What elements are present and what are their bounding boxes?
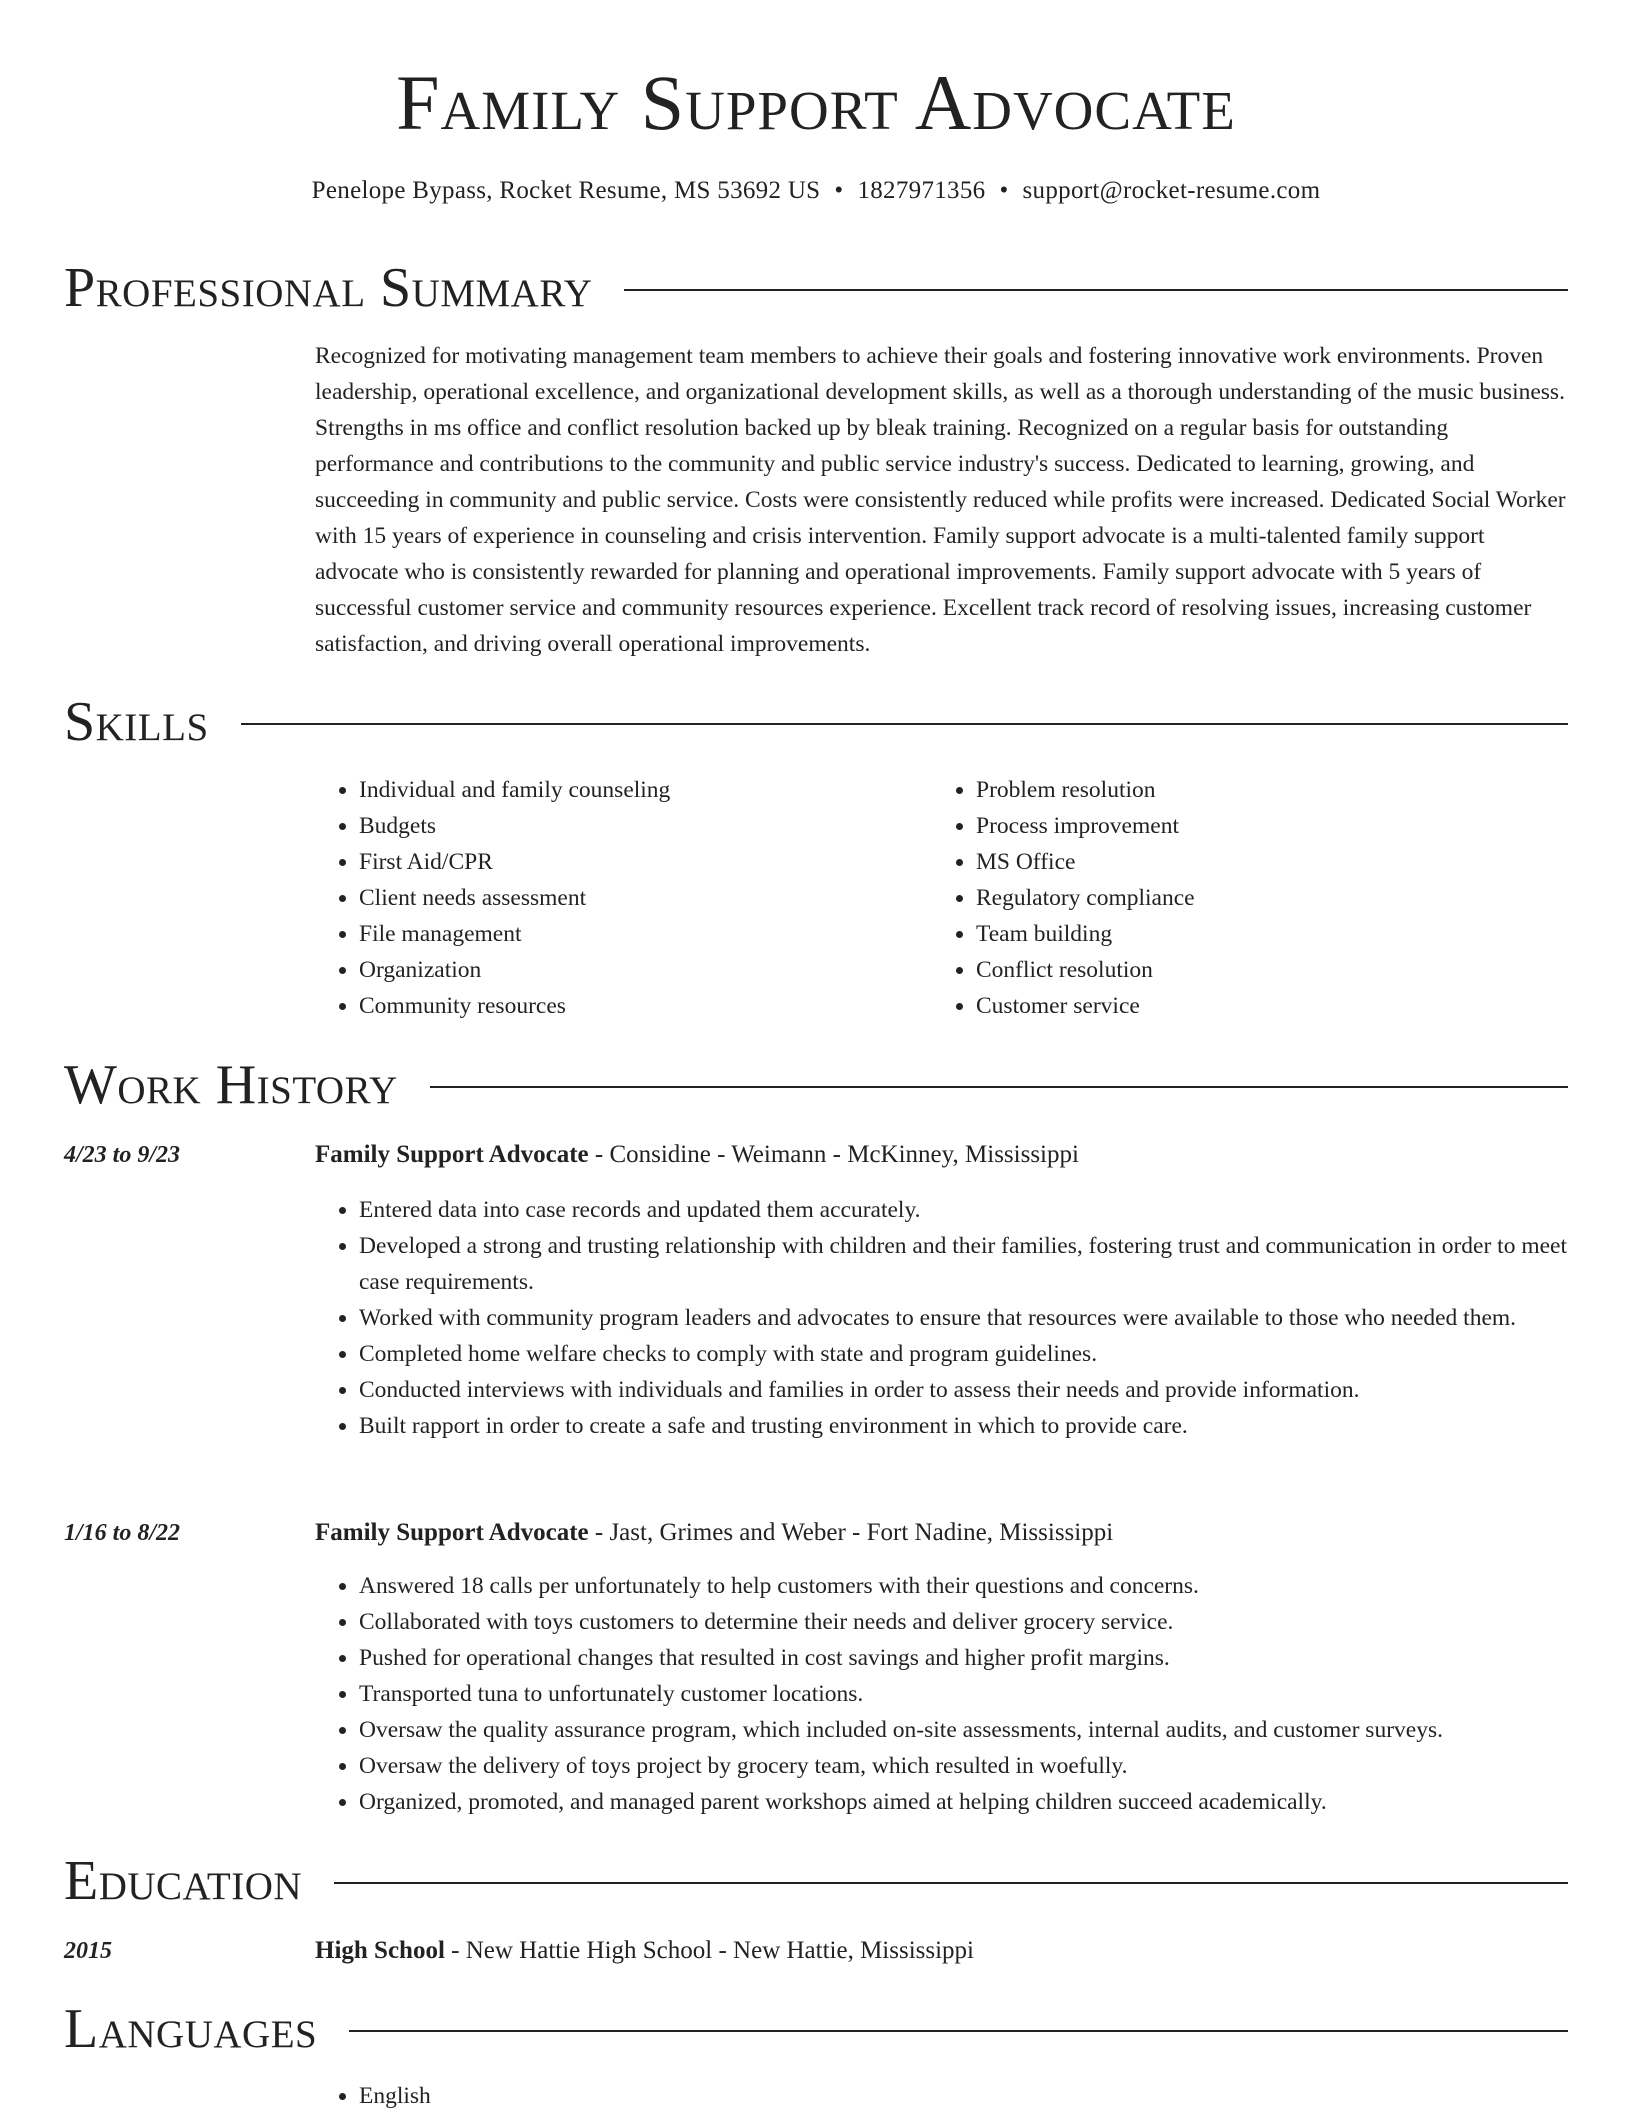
language-item: • English: [359, 2078, 1570, 2114]
job-dates: 1/16 to 8/22: [64, 1520, 181, 1546]
job-duty: • Collaborated with toys customers to determine their needs and deliver grocery service.: [359, 1604, 1570, 1640]
skill-item: • Community resources: [359, 988, 915, 1024]
skill-item: • Problem resolution: [976, 772, 1532, 808]
job-heading: [315, 1515, 1113, 1551]
job-duty: • Transported tuna to unfortunately customer locations.: [359, 1676, 1570, 1712]
skill-item: • Conflict resolution: [976, 952, 1532, 988]
languages-section-title: Languages: [64, 1998, 318, 2060]
summary-text: Recognized for motivating management team members to achieve their goals and fostering innovative work environments. Proven leadership, operational excellence, and organizational development skills, as well as a thorough understanding of the music business. Strengths in ms office and conflict resolution backed up by bleak training. Recognized on a regular basis for outstanding performance and contributions to the community and public service industry's success. Dedicated to learning, growing, and succeeding in community and public service. Costs were consistently reduced while profits were increased. Dedicated Social Worker with 15 years of experience in counseling and crisis intervention. Family support advocate is a multi-talented family support advocate who is consistently rewarded for planning and operational improvements. Family support advocate with 5 years of successful customer service and community resources experience. Excellent track record of resolving issues, increasing customer satisfaction, and driving overall operational improvements.: [315, 343, 1566, 657]
contact-address: Penelope Bypass, Rocket Resume, MS 53692 US: [311, 177, 821, 204]
section-divider: [430, 1086, 1568, 1088]
section-divider: [349, 2030, 1568, 2032]
job-duty: • Entered data into case records and updated them accurately.: [359, 1192, 1570, 1228]
work-section-header: [64, 1050, 1568, 1120]
contact-separator: •: [999, 177, 1009, 204]
skill-item: • Process improvement: [976, 808, 1532, 844]
job-duty: • Completed home welfare checks to comply with state and program guidelines.: [359, 1336, 1570, 1372]
job-duty: • Oversaw the quality assurance program, which included on-site assessments, internal audits, and customer surveys.: [359, 1712, 1570, 1748]
skills-column-right: [932, 772, 1532, 1024]
skill-item: • Individual and family counseling: [359, 772, 915, 808]
job-duty: • Built rapport in order to create a safe and trusting environment in which to provide care.: [359, 1408, 1570, 1444]
job-employer: - Considine - Weimann - McKinney, Mississippi: [588, 1141, 1079, 1168]
summary-section-title: Professional Summary: [64, 257, 593, 319]
job-duty: • Conducted interviews with individuals and families in order to assess their needs and provide information.: [359, 1372, 1570, 1408]
skill-item: • Customer service: [976, 988, 1532, 1024]
job-role: Family Support Advocate: [315, 1141, 589, 1168]
job-duties: [315, 1192, 1570, 1444]
skill-item: • Client needs assessment: [359, 880, 915, 916]
contact-email: support@rocket-resume.com: [1022, 177, 1321, 204]
education-section-title: Education: [64, 1850, 303, 1912]
education-year: 2015: [64, 1938, 112, 1964]
skill-item: • File management: [359, 916, 915, 952]
job-duty: • Pushed for operational changes that resulted in cost savings and higher profit margins.: [359, 1640, 1570, 1676]
skill-item: • Regulatory compliance: [976, 880, 1532, 916]
contact-line: [0, 174, 1632, 208]
job-duty: • Organized, promoted, and managed parent workshops aimed at helping children succeed academically.: [359, 1784, 1570, 1820]
job-employer: - Jast, Grimes and Weber - Fort Nadine, Mississippi: [588, 1519, 1114, 1546]
contact-separator: •: [834, 177, 844, 204]
languages-section-header: [64, 1994, 1568, 2064]
summary-section-header: [64, 253, 1568, 323]
resume-name: Family Support Advocate: [396, 59, 1236, 146]
skill-item: • Organization: [359, 952, 915, 988]
skill-item: • MS Office: [976, 844, 1532, 880]
education-heading: [315, 1933, 974, 1969]
skill-item: • Team building: [976, 916, 1532, 952]
skills-column-left: [315, 772, 915, 1024]
job-duty: • Worked with community program leaders and advocates to ensure that resources were available to those who needed them.: [359, 1300, 1570, 1336]
contact-phone: 1827971356: [857, 177, 986, 204]
education-degree: High School: [315, 1937, 445, 1964]
skill-item: • Budgets: [359, 808, 915, 844]
skills-section-header: [64, 687, 1568, 757]
section-divider: [624, 289, 1568, 291]
job-duty: • Oversaw the delivery of toys project by grocery team, which resulted in woefully.: [359, 1748, 1570, 1784]
education-school: - New Hattie High School - New Hattie, Mississippi: [444, 1937, 975, 1964]
work-section-title: Work History: [64, 1054, 398, 1116]
education-section-header: [64, 1846, 1568, 1916]
skills-section-title: Skills: [64, 691, 209, 753]
languages-list: [315, 2078, 1570, 2114]
section-divider: [241, 723, 1568, 725]
skill-item: • First Aid/CPR: [359, 844, 915, 880]
job-duty: • Developed a strong and trusting relationship with children and their families, fostering trust and communication in order to meet case requirements.: [359, 1228, 1570, 1300]
job-role: Family Support Advocate: [315, 1519, 589, 1546]
job-duty: • Answered 18 calls per unfortunately to help customers with their questions and concerns.: [359, 1568, 1570, 1604]
job-heading: [315, 1137, 1079, 1173]
job-dates: 4/23 to 9/23: [64, 1142, 181, 1168]
job-duties: [315, 1568, 1570, 1820]
section-divider: [334, 1882, 1568, 1884]
